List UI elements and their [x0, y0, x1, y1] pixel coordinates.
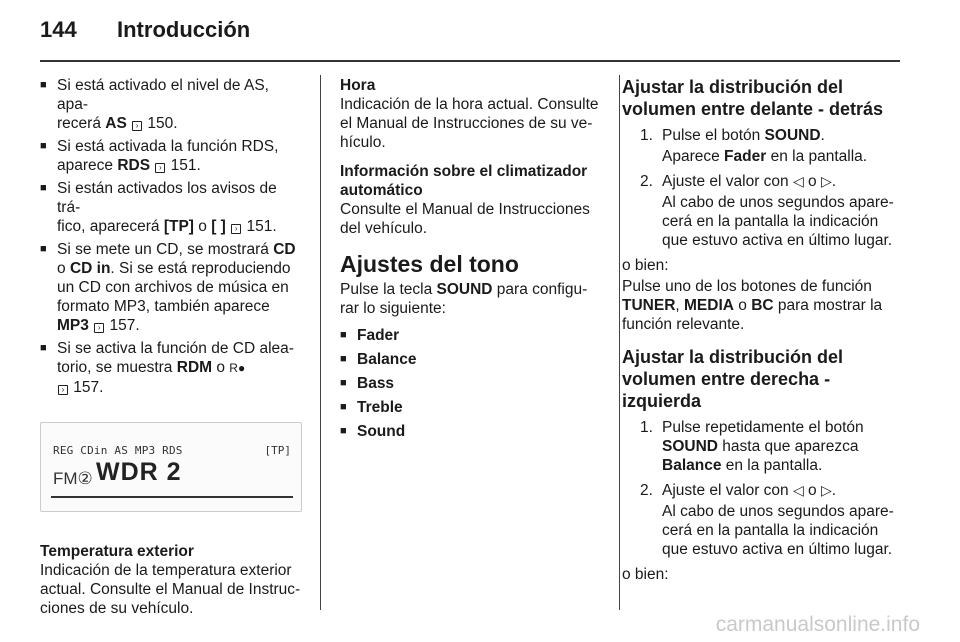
- paragraph: Pulse la tecla SOUND para configu- rar lo siguiente:: [340, 281, 588, 317]
- page-ref-icon: [231, 224, 241, 234]
- column-2: [340, 76, 605, 446]
- page-ref-icon: [132, 121, 142, 131]
- paragraph: o bien:: [622, 257, 669, 274]
- paragraph: o bien:: [622, 566, 669, 583]
- display-station: WDR 2: [96, 458, 182, 486]
- section-title: Ajustes del tono: [340, 251, 519, 277]
- step-item: 1. Pulse repetidamente el botón SOUND hasta que aparezca Balance en la pantalla.: [640, 419, 864, 474]
- step-detail: Al cabo de unos segundos apare- cerá en la pantalla la indicación que estuvo activa en último lugar.: [662, 503, 894, 558]
- step-item: 1. Pulse el botón SOUND.: [640, 127, 825, 144]
- list-item: ■ Treble: [340, 398, 605, 417]
- section-heading: Ajustar la distribución del volumen entre delante - detrás: [622, 77, 884, 119]
- watermark: carmanualsonline.info: [715, 613, 920, 636]
- section-heading: Hora: [340, 77, 376, 94]
- display-indicators: REG CDin AS MP3 RDS: [53, 444, 183, 457]
- step-item: 2. Ajuste el valor con ◁ o ▷.: [640, 482, 837, 499]
- list-item: ■ Si está activada la función RDS, aparece RDS › 151.: [40, 137, 302, 175]
- random-play-icon: R●: [229, 361, 246, 375]
- page-ref-icon: [155, 163, 165, 173]
- step-detail: Aparece Fader en la pantalla.: [662, 148, 868, 165]
- display-tp-indicator: [TP]: [264, 444, 291, 457]
- list-item: ■ Bass: [340, 374, 605, 393]
- list-item: ■ Sound: [340, 422, 605, 441]
- arrow-left-icon: ◁: [792, 482, 804, 498]
- step-detail: Al cabo de unos segundos apare- cerá en la pantalla la indicación que estuvo activa en último lugar.: [662, 194, 894, 249]
- list-item: ■ Si se activa la función de CD alea- torio, se muestra RDM o R● › 157.: [40, 339, 302, 397]
- section-heading: Ajustar la distribución del volumen entre derecha - izquierda: [622, 347, 844, 411]
- paragraph: Indicación de la hora actual. Consulte el Manual de Instrucciones de su ve- hículo.: [340, 96, 599, 151]
- header-rule: [40, 60, 900, 62]
- display-band: FM②: [53, 469, 93, 488]
- arrow-right-icon: ▷: [820, 482, 832, 498]
- column-1: [40, 76, 302, 618]
- paragraph: Consulte el Manual de Instrucciones del vehículo.: [340, 201, 590, 237]
- page-number: 144: [40, 17, 77, 42]
- paragraph: Pulse uno de los botones de función TUNER, MEDIA o BC para mostrar la función relevante.: [622, 278, 883, 333]
- arrow-left-icon: ◁: [792, 173, 804, 189]
- step-item: 2. Ajuste el valor con ◁ o ▷.: [640, 173, 837, 190]
- list-item: ■ Si está activado el nivel de AS, apa- recerá AS › 150.: [40, 76, 302, 133]
- display-rule: [51, 496, 293, 498]
- section-heading: Temperatura exterior: [40, 543, 194, 560]
- column-3: [622, 76, 905, 586]
- column-divider-2: [619, 75, 620, 610]
- section-heading: Información sobre el climatizador automático: [340, 163, 588, 199]
- radio-display-image: [40, 422, 302, 512]
- column-divider-1: [320, 75, 321, 610]
- arrow-right-icon: ▷: [820, 173, 832, 189]
- paragraph: Indicación de la temperatura exterior actual. Consulte el Manual de Instruc- ciones de su vehículo.: [40, 562, 301, 617]
- page-title: Introducción: [117, 17, 251, 42]
- list-item: ■ Balance: [340, 350, 605, 369]
- page-ref-icon: [94, 323, 104, 333]
- list-item: ■ Fader: [340, 326, 605, 345]
- list-item: ■ Si se mete un CD, se mostrará CD o CD in. Si se está reproduciendo un CD con archivos de música en formato MP3, también aparece MP3 › 157.: [40, 240, 302, 335]
- page-ref-icon: [58, 385, 68, 395]
- list-item: ■ Si están activados los avisos de trá- fico, aparecerá [TP] o [ ] › 151.: [40, 179, 302, 236]
